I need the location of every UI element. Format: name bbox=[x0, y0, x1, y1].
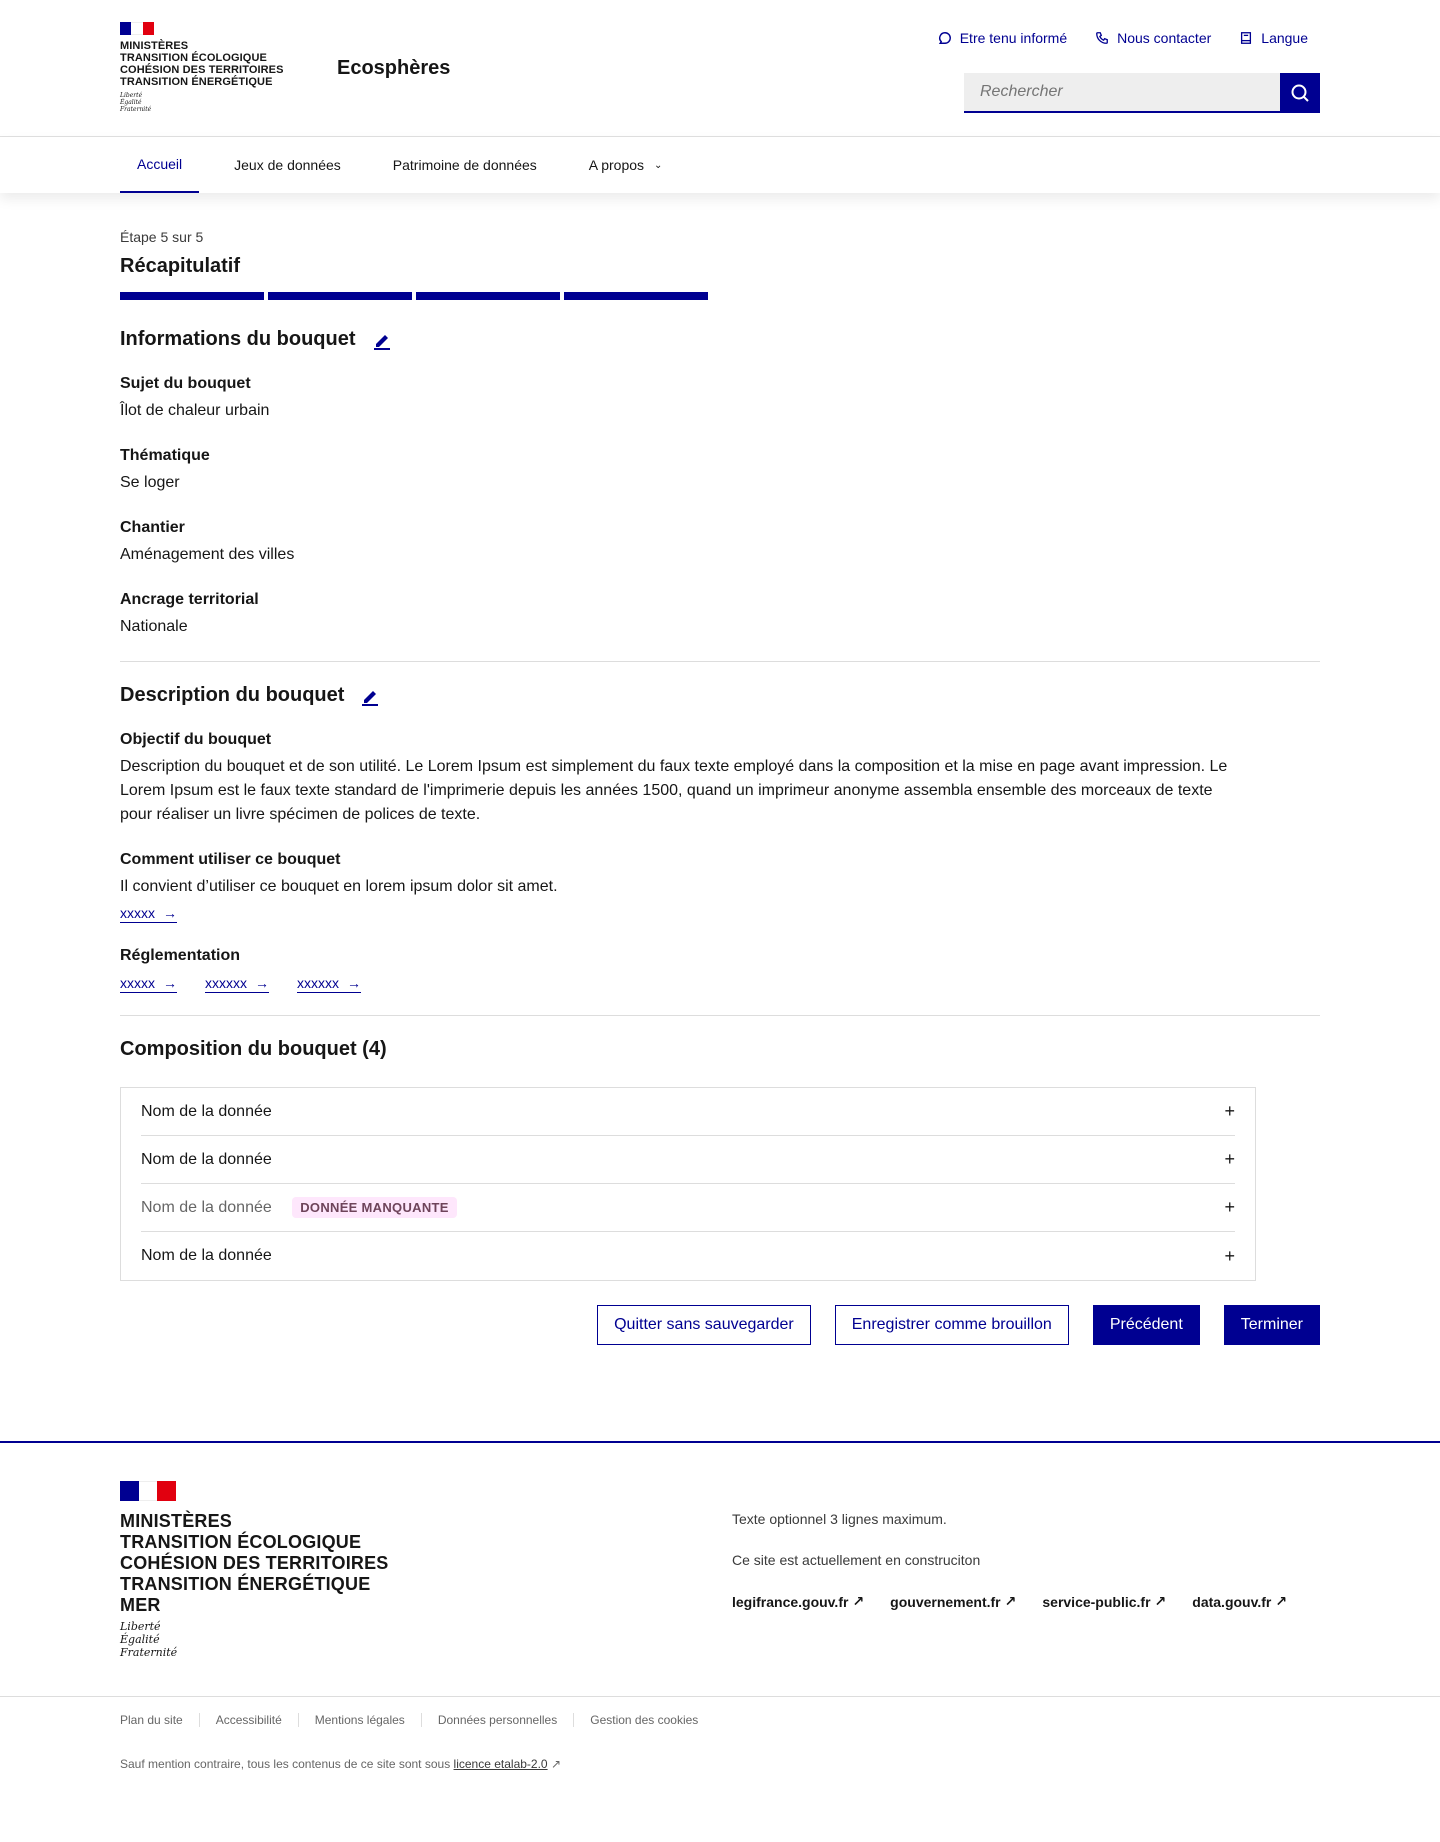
site-header bbox=[0, 0, 1440, 137]
footer-link-label: gouvernement.fr bbox=[890, 1593, 1001, 1610]
data-name-label: Nom de la donnée bbox=[141, 1102, 272, 1120]
field-theme bbox=[120, 447, 1320, 495]
book-icon bbox=[1239, 31, 1253, 45]
marianne-flag-icon bbox=[120, 22, 154, 35]
nav-item-patrimoine[interactable]: Patrimoine de données bbox=[392, 157, 537, 173]
edit-description-pencil-icon[interactable] bbox=[360, 686, 380, 706]
motto-line: Égalité bbox=[120, 1633, 160, 1646]
nav-item-a-propos-label: A propos bbox=[588, 157, 645, 173]
footer-content bbox=[732, 1511, 1287, 1610]
chat-bubble-icon bbox=[938, 31, 952, 45]
ministry-line: COHÉSION DES TERRITOIRES bbox=[120, 1553, 389, 1573]
footer-ministry-logo[interactable] bbox=[120, 1481, 389, 1659]
footer-bottom-link[interactable]: Plan du site bbox=[120, 1713, 183, 1727]
external-link-icon: ↗ bbox=[550, 1757, 561, 1771]
section-divider bbox=[120, 1015, 1320, 1016]
search-button[interactable] bbox=[1280, 73, 1320, 113]
step-bar bbox=[416, 292, 560, 300]
arrow-right-icon: → bbox=[255, 975, 269, 991]
phone-icon bbox=[1095, 31, 1109, 45]
motto-line: Fraternité bbox=[120, 106, 152, 113]
step-bar bbox=[564, 292, 708, 300]
site-name[interactable]: Ecosphères bbox=[337, 57, 451, 79]
form-actions bbox=[120, 1305, 1320, 1345]
plus-icon[interactable]: + bbox=[1224, 1197, 1235, 1217]
external-link-icon: ↗ bbox=[1154, 1593, 1167, 1609]
ministry-line: MER bbox=[120, 1595, 161, 1615]
field-label: Chantier bbox=[120, 519, 185, 536]
info-section bbox=[120, 328, 1320, 639]
regulation-link[interactable] bbox=[297, 975, 361, 993]
field-usage bbox=[120, 851, 1320, 923]
usage-link[interactable] bbox=[120, 905, 177, 923]
arrow-right-icon: → bbox=[347, 975, 361, 991]
ministry-line: TRANSITION ÉNERGÉTIQUE bbox=[120, 1574, 371, 1594]
accordion-row[interactable] bbox=[141, 1136, 1235, 1184]
footer-bottom bbox=[0, 1696, 1440, 1798]
missing-data-badge: DONNÉE MANQUANTE bbox=[292, 1197, 457, 1218]
accordion-row[interactable] bbox=[141, 1232, 1235, 1280]
ministry-line: TRANSITION ÉCOLOGIQUE bbox=[120, 52, 267, 64]
field-value: Description du bouquet et de son utilité. Le Lorem Ipsum est simplement du faux texte employé dans la composition et la mise en page avant impression. Le Lorem Ipsum est le faux texte standard de l'imprimerie depuis les années 1500, quand un imprimeur anonyme assembla ensemble des morceaux de texte pour réaliser un livre spécimen de polices de texte. bbox=[120, 758, 1228, 823]
step-bar bbox=[120, 292, 264, 300]
field-label: Objectif du bouquet bbox=[120, 731, 272, 748]
field-subject bbox=[120, 375, 1320, 423]
informed-link[interactable] bbox=[938, 30, 1067, 46]
contact-label: Nous contacter bbox=[1117, 30, 1212, 46]
field-chantier bbox=[120, 519, 1320, 567]
footer-bottom-link[interactable]: Mentions légales bbox=[298, 1713, 421, 1727]
external-link-icon: ↗ bbox=[1275, 1593, 1288, 1609]
contact-link[interactable] bbox=[1095, 30, 1211, 46]
main-nav bbox=[0, 137, 1440, 193]
language-link[interactable] bbox=[1239, 30, 1308, 46]
field-value: Il convient d’utiliser ce bouquet en lorem ipsum dolor sit amet. bbox=[120, 878, 558, 895]
composition-section-title: Composition du bouquet (4) bbox=[120, 1038, 387, 1060]
field-label: Comment utiliser ce bouquet bbox=[120, 851, 341, 868]
ministry-line: MINISTÈRES bbox=[120, 40, 189, 52]
external-link-icon: ↗ bbox=[852, 1593, 865, 1609]
regulation-link-label: xxxxx bbox=[120, 975, 155, 991]
footer-link-data-gouv[interactable] bbox=[1192, 1593, 1287, 1610]
nav-item-accueil[interactable]: Accueil bbox=[120, 137, 199, 193]
motto-line: Liberté bbox=[120, 92, 143, 99]
motto-line: Égalité bbox=[120, 99, 142, 106]
ministry-logo[interactable] bbox=[120, 22, 284, 113]
footer-construction-text: Ce site est actuellement en construciton bbox=[732, 1552, 981, 1568]
quit-without-saving-button[interactable]: Quitter sans sauvegarder bbox=[597, 1305, 811, 1345]
search-input[interactable] bbox=[964, 73, 1280, 113]
field-value: Se loger bbox=[120, 474, 180, 491]
footer-links bbox=[732, 1593, 1287, 1610]
chevron-down-icon: ⌄ bbox=[654, 159, 663, 171]
footer-link-service-public[interactable] bbox=[1042, 1593, 1166, 1610]
arrow-right-icon: → bbox=[163, 975, 177, 991]
motto-line: Liberté bbox=[120, 1620, 161, 1633]
main-content bbox=[120, 193, 1320, 1345]
data-name-label: Nom de la donnée bbox=[141, 1150, 272, 1168]
footer-link-label: data.gouv.fr bbox=[1192, 1593, 1272, 1610]
finish-button[interactable]: Terminer bbox=[1224, 1305, 1320, 1345]
plus-icon[interactable]: + bbox=[1224, 1149, 1235, 1169]
field-value: Nationale bbox=[120, 618, 188, 635]
language-label: Langue bbox=[1261, 30, 1308, 46]
field-value: Aménagement des villes bbox=[120, 546, 295, 563]
footer-bottom-link[interactable]: Données personnelles bbox=[421, 1713, 573, 1727]
footer-link-label: service-public.fr bbox=[1042, 1593, 1151, 1610]
description-section bbox=[120, 684, 1320, 993]
arrow-right-icon: → bbox=[163, 905, 177, 921]
footer-link-legifrance[interactable] bbox=[732, 1593, 864, 1610]
step-label: Étape 5 sur 5 bbox=[120, 229, 204, 245]
composition-section bbox=[120, 1038, 1320, 1281]
section-divider bbox=[120, 661, 1320, 662]
footer-bottom-link[interactable]: Gestion des cookies bbox=[573, 1713, 714, 1727]
footer-optional-text: Texte optionnel 3 lignes maximum. bbox=[732, 1511, 947, 1527]
stepper-progress bbox=[120, 292, 1320, 300]
field-label: Ancrage territorial bbox=[120, 591, 259, 608]
step-bar bbox=[268, 292, 412, 300]
motto-line: Fraternité bbox=[120, 1646, 178, 1659]
info-section-title: Informations du bouquet bbox=[120, 328, 356, 350]
plus-icon[interactable]: + bbox=[1224, 1101, 1235, 1121]
licence-prefix: Sauf mention contraire, tous les contenus de ce site sont sous bbox=[120, 1757, 454, 1771]
external-link-icon: ↗ bbox=[1004, 1593, 1017, 1609]
composition-accordion bbox=[120, 1087, 1256, 1281]
search-icon bbox=[1290, 83, 1310, 103]
marianne-flag-icon bbox=[120, 1481, 176, 1501]
footer-link-label: legifrance.gouv.fr bbox=[732, 1593, 849, 1610]
regulation-link[interactable] bbox=[205, 975, 269, 993]
ministry-line: TRANSITION ÉNERGÉTIQUE bbox=[120, 76, 273, 88]
description-section-title: Description du bouquet bbox=[120, 684, 345, 706]
field-label: Sujet du bouquet bbox=[120, 375, 251, 392]
field-objective bbox=[120, 731, 1320, 827]
regulation-link-label: xxxxxx bbox=[205, 975, 247, 991]
data-name-label: Nom de la donnée bbox=[141, 1199, 272, 1216]
footer-bottom-link[interactable]: Accessibilité bbox=[199, 1713, 298, 1727]
field-label: Thématique bbox=[120, 447, 210, 464]
field-ancrage bbox=[120, 591, 1320, 639]
step-title: Récapitulatif bbox=[120, 255, 241, 277]
accordion-row[interactable] bbox=[141, 1184, 1235, 1232]
site-footer bbox=[0, 1441, 1440, 1798]
ministry-line: MINISTÈRES bbox=[120, 1511, 233, 1531]
ministry-line: COHÉSION DES TERRITOIRES bbox=[120, 64, 284, 76]
previous-button[interactable]: Précédent bbox=[1093, 1305, 1200, 1345]
data-name-label: Nom de la donnée bbox=[141, 1247, 272, 1264]
footer-link-gouvernement[interactable] bbox=[890, 1593, 1016, 1610]
informed-label: Etre tenu informé bbox=[959, 30, 1068, 46]
search-bar bbox=[964, 73, 1320, 113]
field-value: Îlot de chaleur urbain bbox=[120, 402, 270, 419]
accordion-row[interactable] bbox=[141, 1088, 1235, 1136]
usage-link-label: xxxxx bbox=[120, 905, 155, 921]
edit-info-pencil-icon[interactable] bbox=[372, 330, 392, 350]
nav-item-a-propos[interactable] bbox=[572, 137, 680, 193]
field-label: Réglementation bbox=[120, 947, 241, 964]
ministry-line: TRANSITION ÉCOLOGIQUE bbox=[120, 1532, 362, 1552]
regulation-link[interactable] bbox=[120, 975, 177, 993]
licence-text bbox=[120, 1757, 1320, 1771]
regulation-link-label: xxxxxx bbox=[297, 975, 339, 991]
plus-icon[interactable]: + bbox=[1224, 1245, 1235, 1266]
save-draft-button[interactable]: Enregistrer comme brouillon bbox=[835, 1305, 1069, 1345]
licence-link[interactable]: licence etalab-2.0 bbox=[453, 1757, 548, 1771]
header-tools bbox=[938, 30, 1308, 46]
nav-item-jeux-de-donnees[interactable]: Jeux de données bbox=[234, 157, 341, 173]
field-regulation bbox=[120, 947, 1320, 993]
